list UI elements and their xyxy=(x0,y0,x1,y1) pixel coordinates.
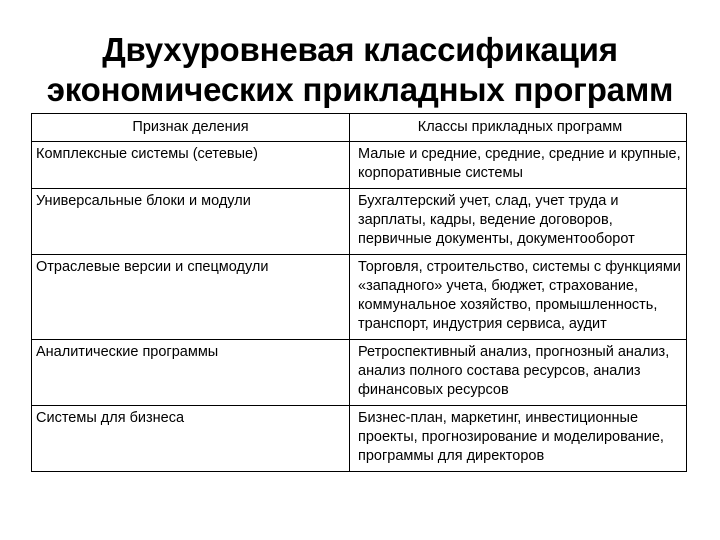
classification-table xyxy=(31,113,687,472)
classes-cell: Малые и средние, средние, средние и крупные, корпоративные системы xyxy=(350,142,687,189)
classes-cell: Бизнес-план, маркетинг, инвестиционные проекты, прогнозирование и моделирование, программы для директоров xyxy=(350,406,687,472)
feature-cell: Универсальные блоки и модули xyxy=(32,189,350,255)
title-line-1: Двухуровневая классификация xyxy=(102,31,618,68)
feature-cell: Отраслевые версии и спецмодули xyxy=(32,255,350,340)
table-row xyxy=(32,142,687,189)
feature-cell: Аналитические программы xyxy=(32,340,350,406)
page-title xyxy=(0,30,720,110)
feature-cell: Комплексные системы (сетевые) xyxy=(32,142,350,189)
classes-cell: Бухгалтерский учет, слад, учет труда и зарплаты, кадры, ведение договоров, первичные документы, документооборот xyxy=(350,189,687,255)
feature-cell: Системы для бизнеса xyxy=(32,406,350,472)
classes-cell: Торговля, строительство, системы с функциями «западного» учета, бюджет, страхование, коммунальное хозяйство, промышленность, транспорт, индустрия сервиса, аудит xyxy=(350,255,687,340)
classes-cell: Ретроспективный анализ, прогнозный анализ, анализ полного состава ресурсов, анализ финансовых ресурсов xyxy=(350,340,687,406)
table-row xyxy=(32,189,687,255)
table-row xyxy=(32,340,687,406)
table-header-row xyxy=(32,114,687,142)
table-row xyxy=(32,255,687,340)
header-classes: Классы прикладных программ xyxy=(350,114,687,142)
table-row xyxy=(32,406,687,472)
header-feature: Признак деления xyxy=(32,114,350,142)
title-line-2: экономических прикладных программ xyxy=(46,71,674,108)
